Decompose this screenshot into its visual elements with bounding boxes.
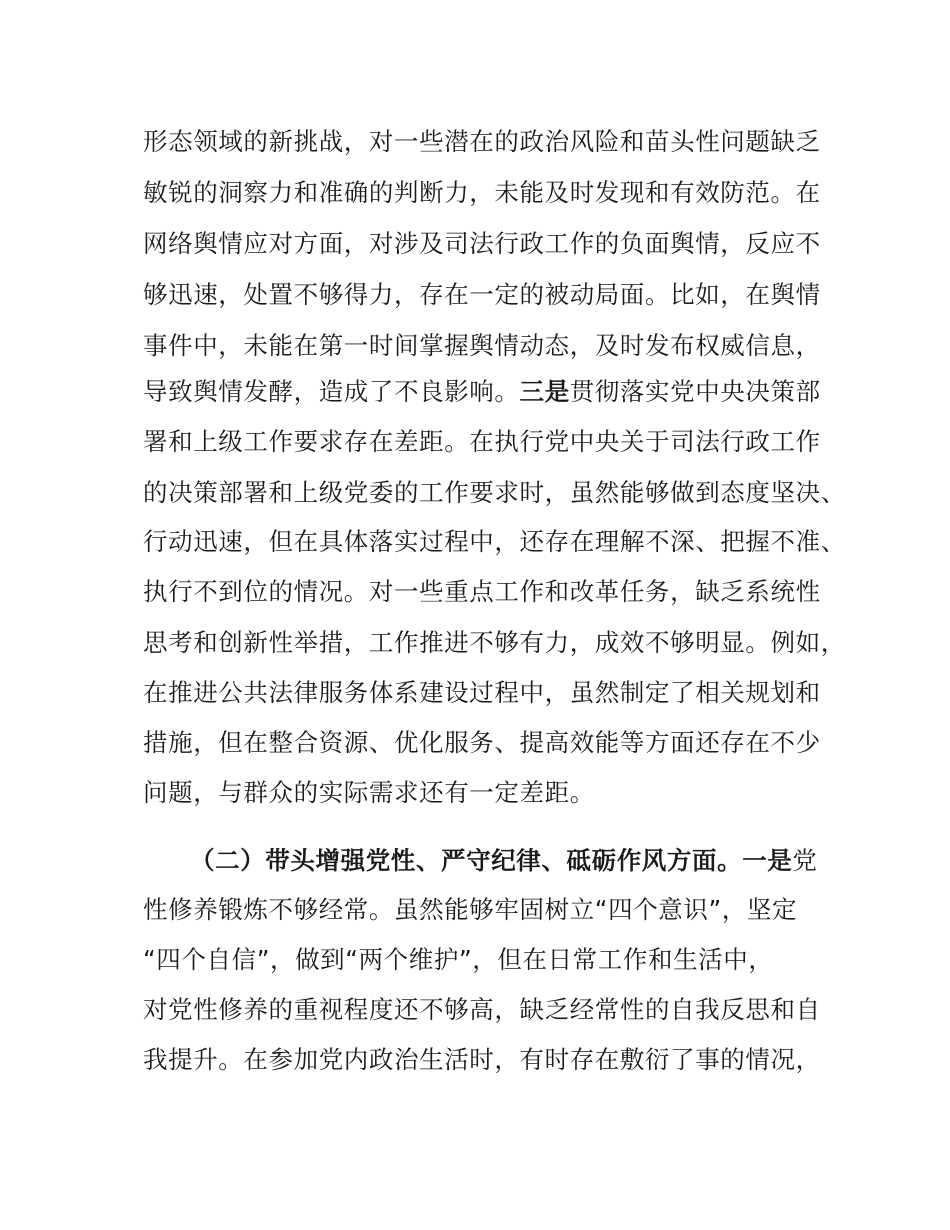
- text-segment: 我提升。在参加党内政治生活时，有时存在敷衍了事的情况，: [143, 1045, 821, 1074]
- text-line: [143, 523, 846, 561]
- text-segment: “四个自信”，做到“两个维护”，但在日常工作和生活中，: [143, 945, 774, 974]
- section-heading-line: [190, 842, 843, 880]
- text-line: [143, 423, 843, 461]
- text-line: [143, 674, 843, 712]
- text-segment: 贯彻落实党中央决策部: [569, 377, 821, 406]
- text-segment-bold: 三是: [519, 377, 570, 406]
- text-segment: 形态领域的新挑战，对一些潜在的政治风险和苗头性问题缺乏: [143, 127, 821, 156]
- section-heading: （二）带头增强党性、严守纪律、砥砺作风方面。一是: [190, 846, 793, 875]
- text-line: [143, 174, 843, 212]
- text-segment: 网络舆情应对方面，对涉及司法行政工作的负面舆情，反应不: [143, 229, 821, 258]
- text-segment: 行动迅速，但在具体落实过程中，还存在理解不深、把握不准、: [143, 527, 846, 556]
- text-line: [143, 573, 843, 611]
- text-line: [143, 373, 843, 411]
- text-line: [143, 327, 843, 365]
- text-segment: 性修养锻炼不够经常。虽然能够牢固树立“四个意识”，坚定: [143, 895, 798, 924]
- text-line: [143, 474, 846, 512]
- text-segment: 执行不到位的情况。对一些重点工作和改革任务，缺乏系统性: [143, 577, 821, 606]
- text-segment: 的决策部署和上级党委的工作要求时，虽然能够做到态度坚决、: [143, 478, 846, 507]
- text-segment: 在推进公共法律服务体系建设过程中，虽然制定了相关规划和: [143, 678, 821, 707]
- text-line: [143, 276, 843, 314]
- text-line: [143, 724, 843, 762]
- text-line: [143, 225, 843, 263]
- text-segment: 对党性修养的重视程度还不够高，缺乏经常性的自我反思和自: [143, 995, 821, 1024]
- text-line: [143, 624, 846, 662]
- text-segment: 问题，与群众的实际需求还有一定差距。: [143, 778, 595, 807]
- text-segment: 思考和创新性举措，工作推进不够有力，成效不够明显。例如，: [143, 628, 846, 657]
- text-segment: 党: [792, 846, 818, 875]
- text-line: [143, 1041, 843, 1079]
- text-line: [143, 891, 843, 929]
- text-line: [143, 991, 843, 1029]
- text-line: [143, 123, 843, 161]
- text-line: [143, 774, 843, 812]
- text-segment: 敏锐的洞察力和准确的判断力，未能及时发现和有效防范。在: [143, 178, 821, 207]
- text-segment: 够迅速，处置不够得力，存在一定的被动局面。比如，在舆情: [143, 280, 821, 309]
- text-segment: 事件中，未能在第一时间掌握舆情动态，及时发布权威信息，: [143, 331, 821, 360]
- text-line: [143, 941, 843, 979]
- text-segment: 署和上级工作要求存在差距。在执行党中央关于司法行政工作: [143, 427, 821, 456]
- text-segment: 措施，但在整合资源、优化服务、提高效能等方面还存在不少: [143, 728, 821, 757]
- text-segment: 导致舆情发酵，造成了不良影响。: [143, 377, 520, 406]
